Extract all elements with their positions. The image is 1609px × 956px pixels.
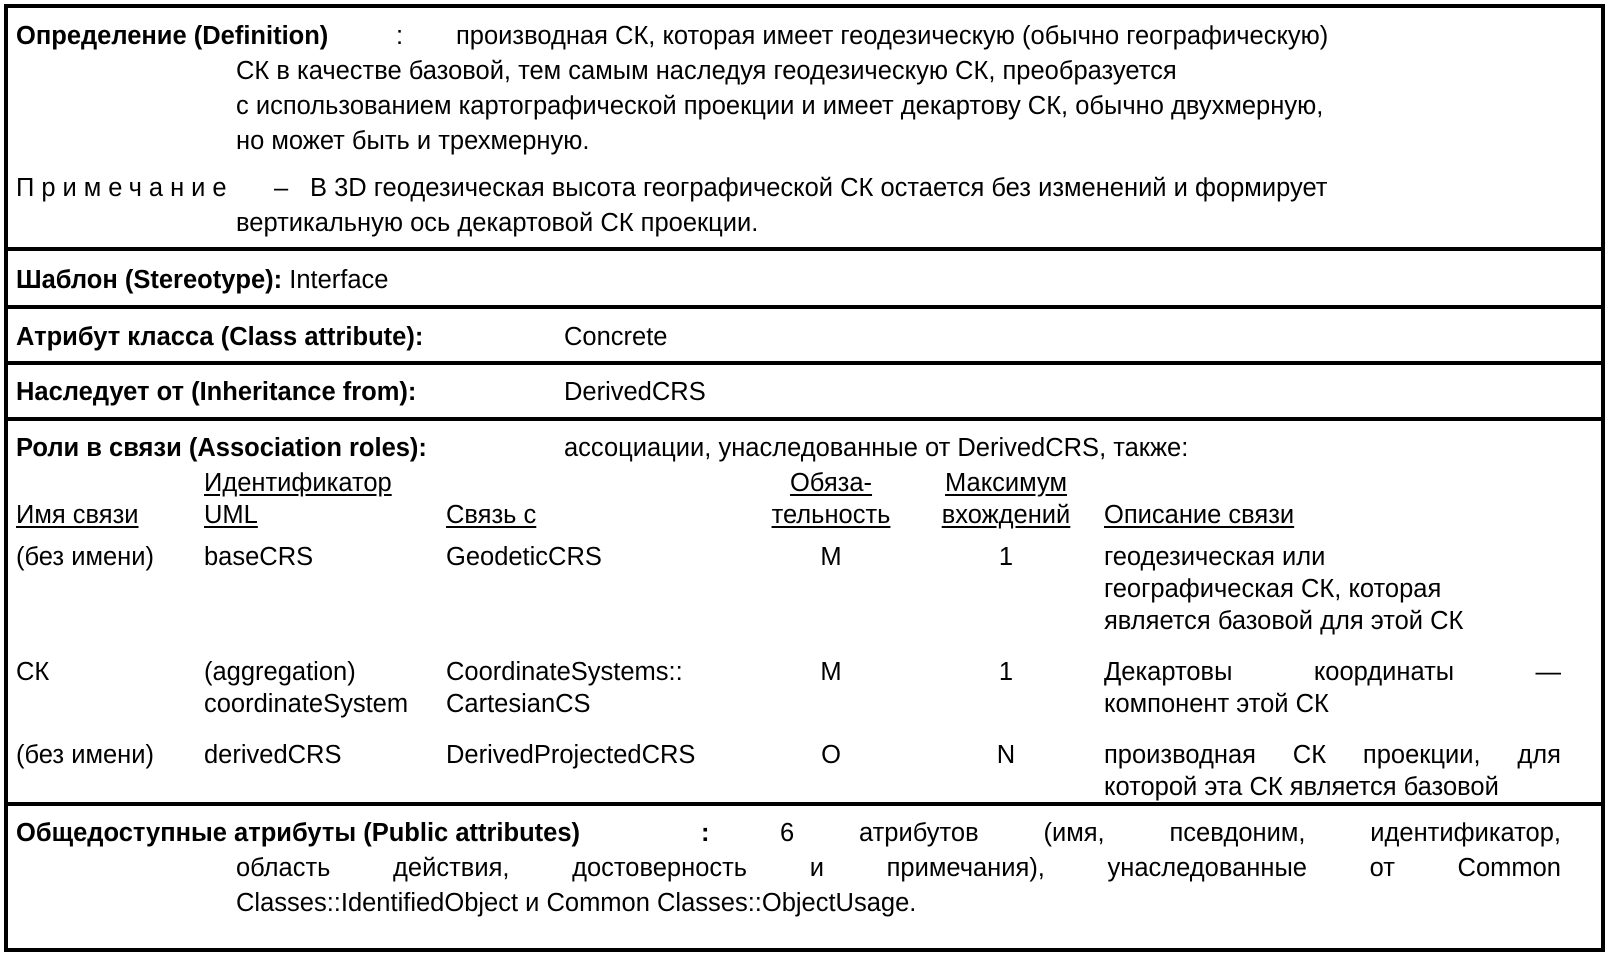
note-line-2: вертикальную ось декартовой СК проекции. bbox=[236, 209, 759, 237]
table-row-2-desc-2: компонент этой СК bbox=[1104, 690, 1329, 718]
header-name: Имя связи bbox=[16, 501, 139, 529]
table-row-2-desc-1: Декартовы координаты — bbox=[1104, 658, 1561, 686]
table-row-2-name: СК bbox=[16, 658, 50, 686]
header-uml-1: Идентификатор bbox=[204, 469, 392, 497]
inheritance-label: Наследует от (Inheritance from): bbox=[16, 378, 417, 406]
specification-table bbox=[4, 4, 1605, 952]
stereotype-row bbox=[16, 268, 388, 294]
note-dash: – bbox=[274, 174, 289, 202]
stereotype-value: Interface bbox=[289, 266, 389, 294]
table-row-1-max: 1 bbox=[998, 543, 1014, 571]
definition-colon: : bbox=[396, 22, 404, 50]
public-attributes-label: Общедоступные атрибуты (Public attributes) bbox=[16, 819, 580, 847]
association-value: ассоциации, унаследованные от DerivedCRS, также: bbox=[564, 434, 1189, 462]
table-row-3-max: N bbox=[996, 741, 1016, 769]
class-attribute-label: Атрибут класса (Class attribute): bbox=[16, 323, 424, 351]
stereotype-label: Шаблон (Stereotype) bbox=[16, 266, 274, 294]
note-label: Примечание bbox=[16, 174, 234, 202]
header-description: Описание связи bbox=[1104, 501, 1295, 529]
definition-line-1: производная СК, которая имеет геодезическую (обычно географическую) bbox=[456, 22, 1329, 50]
table-row-3-name: (без имени) bbox=[16, 741, 154, 769]
divider bbox=[8, 802, 1601, 806]
header-max-2: вхождений bbox=[941, 501, 1071, 529]
table-row-1-obligation: M bbox=[820, 543, 842, 571]
table-row-1-link: GeodeticCRS bbox=[446, 543, 602, 571]
header-obligation-1: Обяза- bbox=[789, 469, 873, 497]
table-row-3-desc-2: которой эта СК является базовой bbox=[1104, 773, 1499, 801]
divider bbox=[8, 247, 1601, 251]
public-attributes-line-2: область действия, достоверность и примечания), унаследованные от Common bbox=[236, 854, 1561, 882]
definition-label: Определение (Definition) bbox=[16, 22, 329, 50]
header-obligation-2: тельность bbox=[771, 501, 891, 529]
note-line-1: В 3D геодезическая высота географической СК остается без изменений и формирует bbox=[310, 174, 1328, 202]
public-attributes-colon: : bbox=[701, 819, 710, 847]
stereotype-colon: : bbox=[273, 266, 283, 294]
table-row-2-link-2: CartesianCS bbox=[446, 690, 591, 718]
table-row-3-obligation: O bbox=[821, 741, 841, 769]
table-row-2-obligation: M bbox=[820, 658, 842, 686]
header-max-1: Максимум bbox=[945, 469, 1067, 497]
association-label: Роли в связи (Association roles): bbox=[16, 434, 427, 462]
table-row-1-name: (без имени) bbox=[16, 543, 154, 571]
table-row-2-uml-2: coordinateSystem bbox=[204, 690, 409, 718]
public-attributes-line-3: Classes::IdentifiedObject и Common Classes::ObjectUsage. bbox=[236, 889, 917, 917]
table-row-2-link-1: CoordinateSystems:: bbox=[446, 658, 683, 686]
table-row-1-desc-2: географическая СК, которая bbox=[1104, 575, 1442, 603]
definition-line-2: СК в качестве базовой, тем самым наследуя геодезическую СК, преобразуется bbox=[236, 57, 1177, 85]
inheritance-value: DerivedCRS bbox=[564, 378, 706, 406]
divider bbox=[8, 417, 1601, 421]
table-row-2-max: 1 bbox=[998, 658, 1014, 686]
header-link: Связь с bbox=[446, 501, 537, 529]
table-row-1-desc-3: является базовой для этой СК bbox=[1104, 607, 1464, 635]
definition-line-4: но может быть и трехмерную. bbox=[236, 127, 590, 155]
divider bbox=[8, 305, 1601, 309]
header-uml-2: UML bbox=[204, 501, 258, 529]
class-attribute-value: Concrete bbox=[564, 323, 668, 351]
table-row-1-desc-1: геодезическая или bbox=[1104, 543, 1326, 571]
definition-line-3: с использованием картографической проекции и имеет декартову СК, обычно двухмерную, bbox=[236, 92, 1324, 120]
table-row-3-desc-1: производная СК проекции, для bbox=[1104, 741, 1561, 769]
table-row-2-uml-1: (aggregation) bbox=[204, 658, 356, 686]
table-row-1-uml: baseCRS bbox=[204, 543, 314, 571]
public-attributes-line-1: 6 атрибутов (имя, псевдоним, идентификатор, bbox=[780, 819, 1561, 847]
table-row-3-uml: derivedCRS bbox=[204, 741, 342, 769]
divider bbox=[8, 361, 1601, 365]
table-row-3-link: DerivedProjectedCRS bbox=[446, 741, 696, 769]
